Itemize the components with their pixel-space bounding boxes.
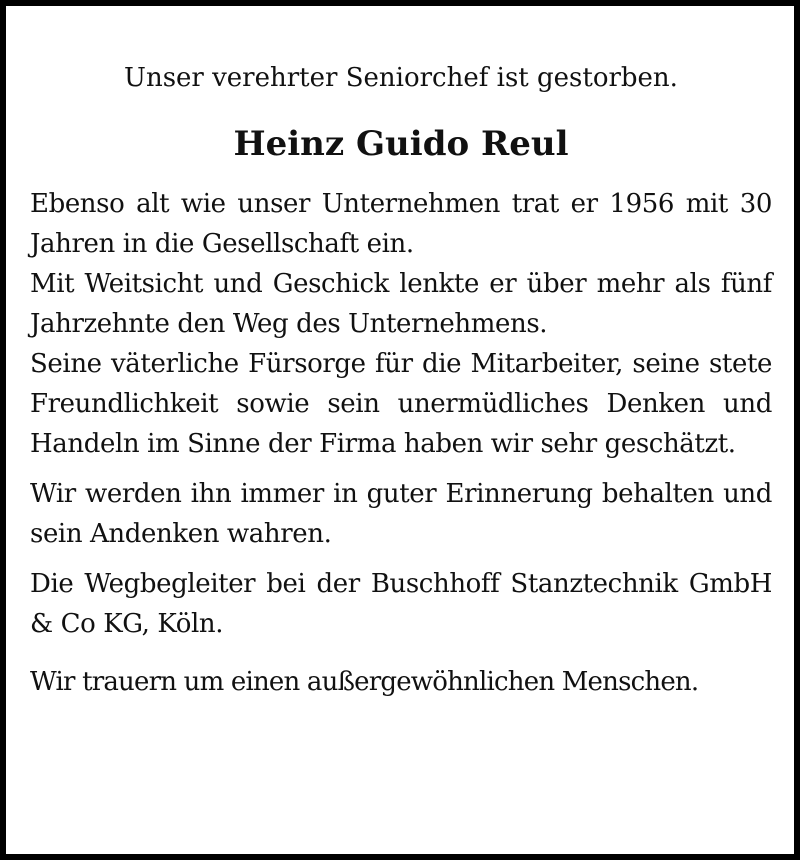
paragraph-care: Seine väterliche Fürsorge für die Mitarbeiter, seine stete Freundlichkeit sowie sein unermüdliches Denken und Handeln im Sinne der Firma haben wir sehr geschätzt. [30, 349, 772, 459]
paragraph-leadership: Mit Weitsicht und Geschick lenkte er über mehr als fünf Jahrzehnte den Weg des Unternehmens. [30, 269, 772, 339]
paragraph-signature: Die Wegbegleiter bei der Buschhoff Stanztechnik GmbH & Co KG, Köln. [30, 569, 772, 639]
paragraph-remembrance: Wir werden ihn immer in guter Erinnerung behalten und sein Andenken wahren. [30, 479, 772, 549]
closing-line: Wir trauern um einen außergewöhnlichen Menschen. [30, 667, 699, 697]
paragraph-company-history: Ebenso alt wie unser Unternehmen trat er 1956 mit 30 Jahren in die Gesellschaft ein. [30, 189, 772, 259]
intro-line: Unser verehrter Seniorchef ist gestorben. [124, 63, 678, 93]
deceased-name: Heinz Guido Reul [233, 124, 569, 164]
